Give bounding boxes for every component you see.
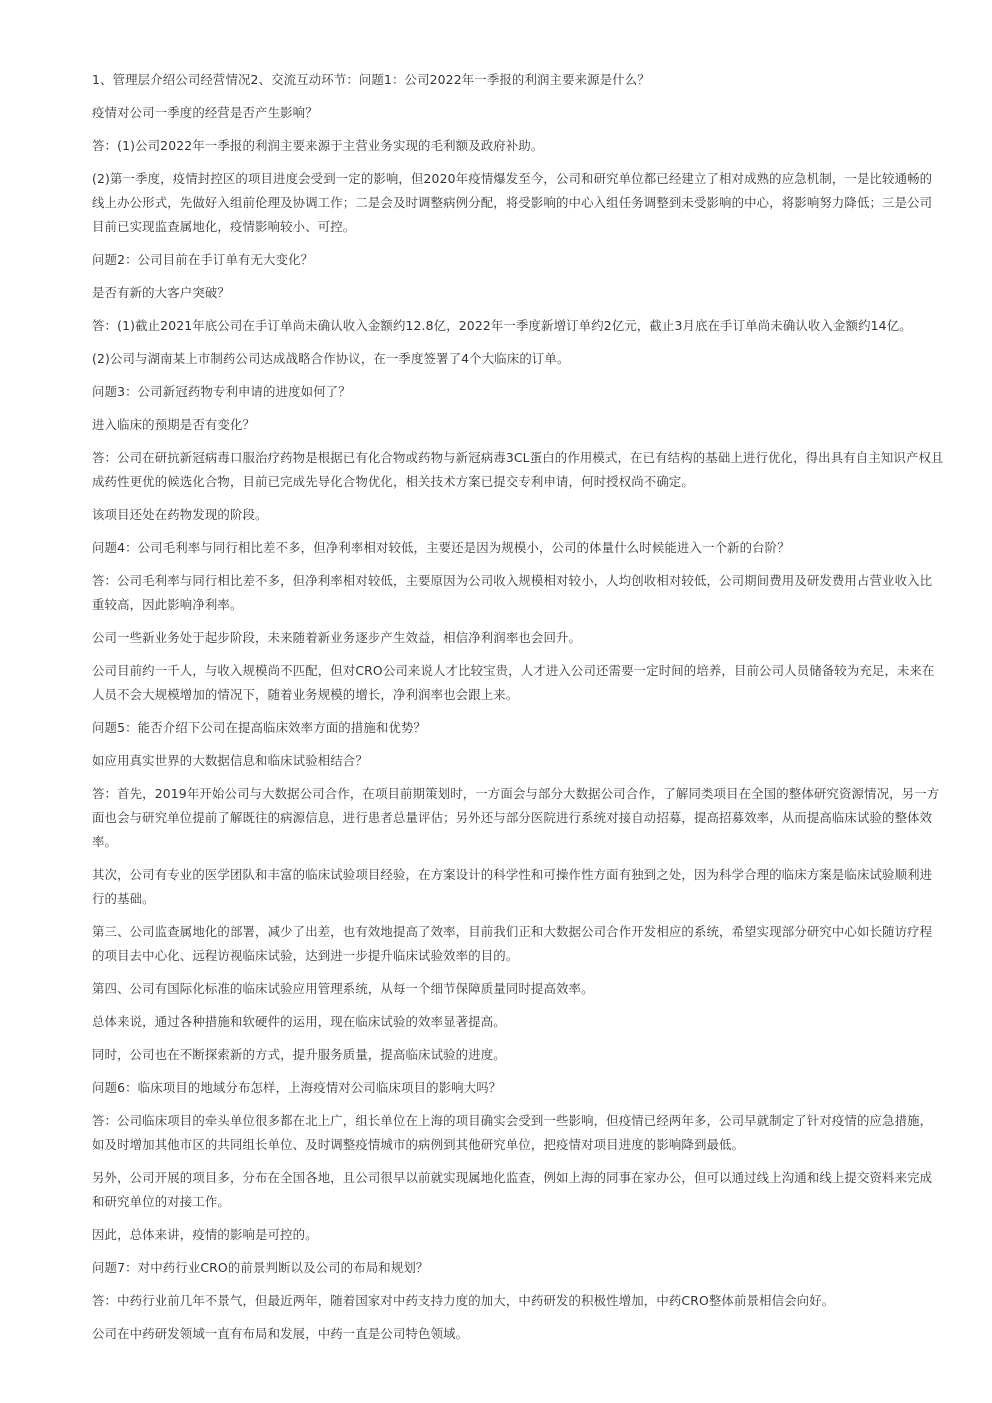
paragraph-answer-1-part-2: (2)第一季度，疫情封控区的项目进度会受到一定的影响，但2020年疫情爆发至今，公司和研究单位都已经建立了相对成熟的应急机制，一是比较通畅的线上办公形式，先做好入组前伦理及协调工作；二是会及时调整病例分配，将受影响的中心入组任务调整到未受影响的中心，将影响努力降低；三是公司目前已实现监查属地化，疫情影响较小、可控。 <box>92 171 933 234</box>
paragraph-answer-5-third: 第三、公司监查属地化的部署，减少了出差，也有效地提高了效率，目前我们正和大数据公司合作开发相应的系统，希望实现部分研究中心如长随访疗程的项目去中心化、远程访视临床试验，达到进一步提升临床试验效率的目的。 <box>92 924 933 963</box>
paragraph-question-7: 问题7：对中药行业CRO的前景判断以及公司的布局和规划？ <box>92 1260 429 1275</box>
paragraph-answer-5-fourth: 第四、公司有国际化标准的临床试验应用管理系统，从每一个细节保障质量同时提高效率。 <box>92 981 594 996</box>
paragraph-answer-3-note: 该项目还处在药物发现的阶段。 <box>92 507 268 522</box>
paragraph-answer-5-second: 其次，公司有专业的医学团队和丰富的临床试验项目经验，在方案设计的科学性和可操作性方面有独到之处，因为科学合理的临床方案是临床试验顺利进行的基础。 <box>92 867 933 906</box>
paragraph-answer-4-part-1: 答：公司毛利率与同行相比差不多，但净利率相对较低，主要原因为公司收入规模相对较小，人均创收相对较低，公司期间费用及研发费用占营业收入比重较高，因此影响净利率。 <box>92 573 933 612</box>
paragraph-answer-5-first: 答：首先，2019年开始公司与大数据公司合作，在项目前期策划时，一方面会与部分大数据公司合作，了解同类项目在全国的整体研究资源情况，另一方面也会与研究单位提前了解既往的病源信息，进行患者总量评估；另外还与部分医院进行系统对接自动招募，提高招募效率，从而提高临床试验的整体效率。 <box>92 786 940 849</box>
paragraph-answer-2-part-2: (2)公司与湖南某上市制药公司达成战略合作协议，在一季度签署了4个大临床的订单。 <box>92 351 570 366</box>
paragraph-question-5-sub: 如应用真实世界的大数据信息和临床试验相结合？ <box>92 753 368 768</box>
paragraph-answer-5-summary: 总体来说，通过各种措施和软硬件的运用，现在临床试验的效率显著提高。 <box>92 1014 506 1029</box>
paragraph-answer-2-part-1: 答：(1)截止2021年底公司在手订单尚未确认收入金额约12.8亿，2022年一季度新增订单约2亿元，截止3月底在手订单尚未确认收入金额约14亿。 <box>92 318 912 333</box>
paragraph-answer-6-part-2: 另外，公司开展的项目多，分布在全国各地，且公司很早以前就实现属地化监查，例如上海的同事在家办公，但可以通过线上沟通和线上提交资料来完成和研究单位的对接工作。 <box>92 1170 933 1209</box>
paragraph-answer-7-part-1: 答：中药行业前几年不景气，但最近两年，随着国家对中药支持力度的加大，中药研发的积极性增加，中药CRO整体前景相信会向好。 <box>92 1293 835 1308</box>
paragraph-question-5: 问题5：能否介绍下公司在提高临床效率方面的措施和优势？ <box>92 720 427 735</box>
paragraph-answer-5-closing: 同时，公司也在不断探索新的方式，提升服务质量，提高临床试验的进度。 <box>92 1047 506 1062</box>
paragraph-question-2: 问题2：公司目前在手订单有无大变化？ <box>92 252 314 267</box>
paragraph-answer-7-part-2: 公司在中药研发领域一直有布局和发展，中药一直是公司特色领域。 <box>92 1326 469 1341</box>
paragraph-answer-4-part-2: 公司一些新业务处于起步阶段，未来随着新业务逐步产生效益，相信净利润率也会回升。 <box>92 630 582 645</box>
paragraph-answer-4-part-3: 公司目前约一千人，与收入规模尚不匹配，但对CRO公司来说人才比较宝贵，人才进入公司还需要一定时间的培养，目前公司人员储备较为充足，未来在人员不会大规模增加的情况下，随着业务规模的增长，净利润率也会跟上来。 <box>92 663 935 702</box>
paragraph-question-1-sub: 疫情对公司一季度的经营是否产生影响？ <box>92 105 318 120</box>
paragraph-answer-3: 答：公司在研抗新冠病毒口服治疗药物是根据已有化合物或药物与新冠病毒3CL蛋白的作用模式，在已有结构的基础上进行优化，得出具有自主知识产权且成药性更优的候选化合物，目前已完成先导化合物优化，相关技术方案已提交专利申请，何时授权尚不确定。 <box>92 450 944 489</box>
paragraph-question-2-sub: 是否有新的大客户突破？ <box>92 285 230 300</box>
paragraph-intro-question-1: 1、管理层介绍公司经营情况2、交流互动环节：问题1：公司2022年一季报的利润主要来源是什么？ <box>92 72 650 87</box>
paragraph-question-3-sub: 进入临床的预期是否有变化？ <box>92 417 256 432</box>
paragraph-question-3: 问题3：公司新冠药物专利申请的进度如何了？ <box>92 384 351 399</box>
paragraph-answer-6-conclusion: 因此，总体来讲，疫情的影响是可控的。 <box>92 1227 318 1242</box>
paragraph-question-6: 问题6：临床项目的地域分布怎样，上海疫情对公司临床项目的影响大吗？ <box>92 1080 502 1095</box>
paragraph-question-4: 问题4：公司毛利率与同行相比差不多，但净利率相对较低，主要还是因为规模小，公司的体量什么时候能进入一个新的台阶？ <box>92 540 790 555</box>
document-body <box>92 68 944 1355</box>
paragraph-answer-1-part-1: 答：(1)公司2022年一季报的利润主要来源于主营业务实现的毛利额及政府补助。 <box>92 138 544 153</box>
paragraph-answer-6-part-1: 答：公司临床项目的牵头单位很多都在北上广，组长单位在上海的项目确实会受到一些影响，但疫情已经两年多，公司早就制定了针对疫情的应急措施，如及时增加其他市区的共同组长单位、及时调整疫情城市的病例到其他研究单位，把疫情对项目进度的影响降到最低。 <box>92 1113 933 1152</box>
